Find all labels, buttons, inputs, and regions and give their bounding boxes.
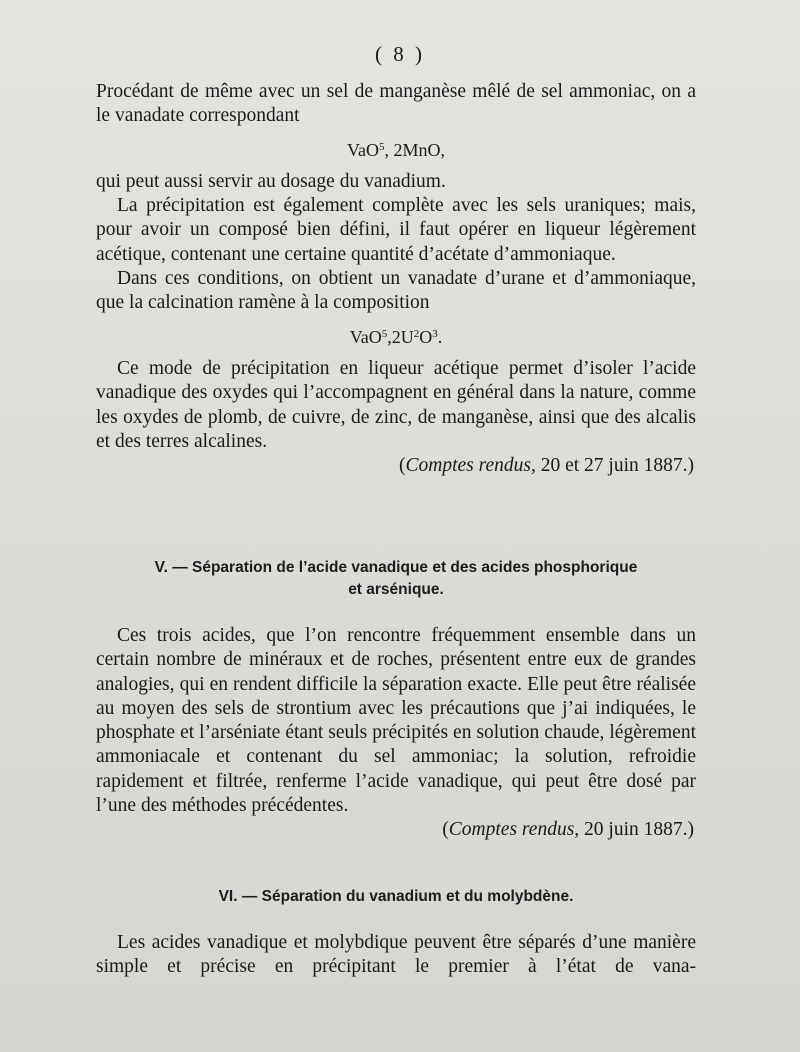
page-number: ( 8 ) (375, 42, 425, 66)
formula-vanadate-manganese: VaO$^5$, 2MnO, (346, 139, 445, 160)
section-v-body (96, 624, 696, 843)
paragraph-acetic-precipitation: Ce mode de précipitation en liqueur acétique permet d’isoler l’acide vanadique des oxydes qui l’accompagnent en général dans la nature, comme les oxydes de plomb, de cuivre, de zinc, de manganèse, ainsi que des alcalis et des terres alcalines. (96, 357, 696, 452)
section-heading-v: V. — Séparation de l’acide vanadique et des acides phosphorique et arsénique. (154, 559, 638, 598)
paragraph-vanadium-molybdenum: Les acides vanadique et molybdique peuvent être séparés d’une manière simple et précise en précipitant le premier à l’état de vana- (96, 932, 696, 978)
paragraph-three-acids: Ces trois acides, que l’on rencontre fréquemment ensemble dans un certain nombre de minéraux et de roches, présentent entre eux de grandes analogies, qui en rendent difficile la séparation exacte. Elle peut être réalisée au moyen des sels de strontium avec les précautions que j’ai indiquées, le phosphate et l’arséniate étant seuls précipités en solution chaude, légèrement ammoniacale et contenant du sel ammoniac; la solution, refroidie rapidement et filtrée, renferme l’acide vanadique, qui peut être dosé par l’une des méthodes précédentes. (96, 625, 696, 817)
paragraph-dosage: qui peut aussi servir au dosage du vanadium. (96, 170, 446, 192)
formula-vanadate-uranium: $VaO^5,2U^2O^3$. (349, 326, 443, 347)
intro-block (96, 80, 696, 478)
citation-comptes-rendus-2: (Comptes rendus, 20 juin 1887.) (442, 819, 694, 841)
paragraph-manganese: Procédant de même avec un sel de manganèse mêlé de sel ammoniac, on a le vanadate correspondant (96, 81, 696, 127)
section-vi-body (96, 931, 696, 980)
section-heading-vi: VI. — Séparation du vanadium et du molybdène. (218, 888, 574, 905)
citation-comptes-rendus-1: (Comptes rendus, 20 et 27 juin 1887.) (398, 455, 694, 477)
paragraph-conditions: Dans ces conditions, on obtient un vanadate d’urane et d’ammoniaque, que la calcination ramène à la composition (96, 268, 696, 314)
paragraph-uranic-salts: La précipitation est également complète avec les sels uraniques; mais, pour avoir un composé bien défini, il faut opérer en liqueur légèrement acétique, contenant une certaine quantité d’acétate d’ammoniaque. (96, 195, 696, 265)
